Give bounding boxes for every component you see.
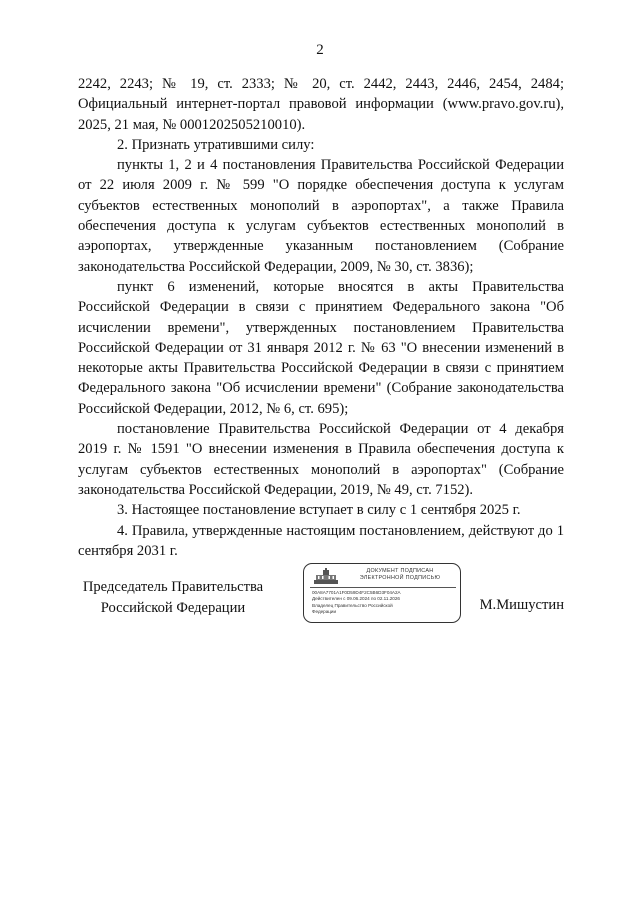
stamp-serial: 00A8A7701A1F0D59D4F2C5B6D3F04A2A — [312, 590, 401, 595]
signatory-title-line: Председатель Правительства — [82, 579, 264, 595]
paragraph: пункты 1, 2 и 4 постановления Правительства Российской Федерации от 22 июля 2009 г. № 599 "О порядке обеспечения доступа к услугам субъектов естественных монополий в аэропортах", а также Правила обеспечения доступа к услугам субъектов естественных монополий в аэропортах, утвержденные указанным постановлением (Собрание законодательства Российской Федерации, 2009, № 30, ст. 3836); — [78, 157, 564, 275]
stamp-validity: Действителен с 09.06.2024 по 02.11.2026 — [312, 596, 400, 602]
paragraph: 4. Правила, утвержденные настоящим постановлением, действуют до 1 сентября 2031 г. — [78, 522, 564, 559]
document-body — [78, 74, 564, 561]
coat-of-arms-icon — [312, 568, 340, 586]
paragraph: пункт 6 изменений, которые вносятся в акты Правительства Российской Федерации в связи с принятием Федерального закона "Об исчислении времени", утвержденных постановлением Правительства Российской Федерации от 31 января 2012 г. № 63 "О внесении изменений в некоторые акты Правительства Российской Федерации в связи с принятием Федерального закона "Об исчислении времени" (Собрание законодательства Российской Федерации, 2012, № 6, ст. 695); — [78, 278, 564, 417]
stamp-title-line: ЭЛЕКТРОННОЙ ПОДПИСЬЮ — [359, 574, 441, 581]
signatory-name: М.Мишустин — [479, 597, 564, 613]
stamp-owner: Федерации — [312, 608, 337, 614]
electronic-signature-stamp — [303, 563, 461, 623]
signatory-title-line: Российской Федерации — [100, 599, 246, 616]
stamp-title-line: ДОКУМЕНТ ПОДПИСАН — [366, 568, 434, 574]
paragraph: 3. Настоящее постановление вступает в силу с 1 сентября 2025 г. — [117, 502, 521, 519]
paragraph: 2. Признать утратившими силу: — [117, 136, 315, 153]
stamp-divider — [310, 587, 456, 588]
page-number: 2 — [316, 42, 324, 58]
paragraph: постановление Правительства Российской Федерации от 4 декабря 2019 г. № 1591 "О внесении изменения в Правила обеспечения доступа к услугам субъектов естественных монополий в аэропортах" (Собрание законодательства Российской Федерации, 2019, № 49, ст. 7152). — [78, 421, 564, 498]
stamp-owner: Владелец Правительство Российской — [312, 602, 393, 608]
stamp-title — [342, 568, 458, 581]
stamp-details — [312, 590, 401, 615]
signatory-title — [78, 577, 268, 618]
paragraph: 2242, 2243; № 19, ст. 2333; № 20, ст. 2442, 2443, 2446, 2454, 2484; Официальный интернет-портал правовой информации (www.pravo.gov.ru), 2025, 21 мая, № 0001202505210010). — [78, 76, 564, 133]
